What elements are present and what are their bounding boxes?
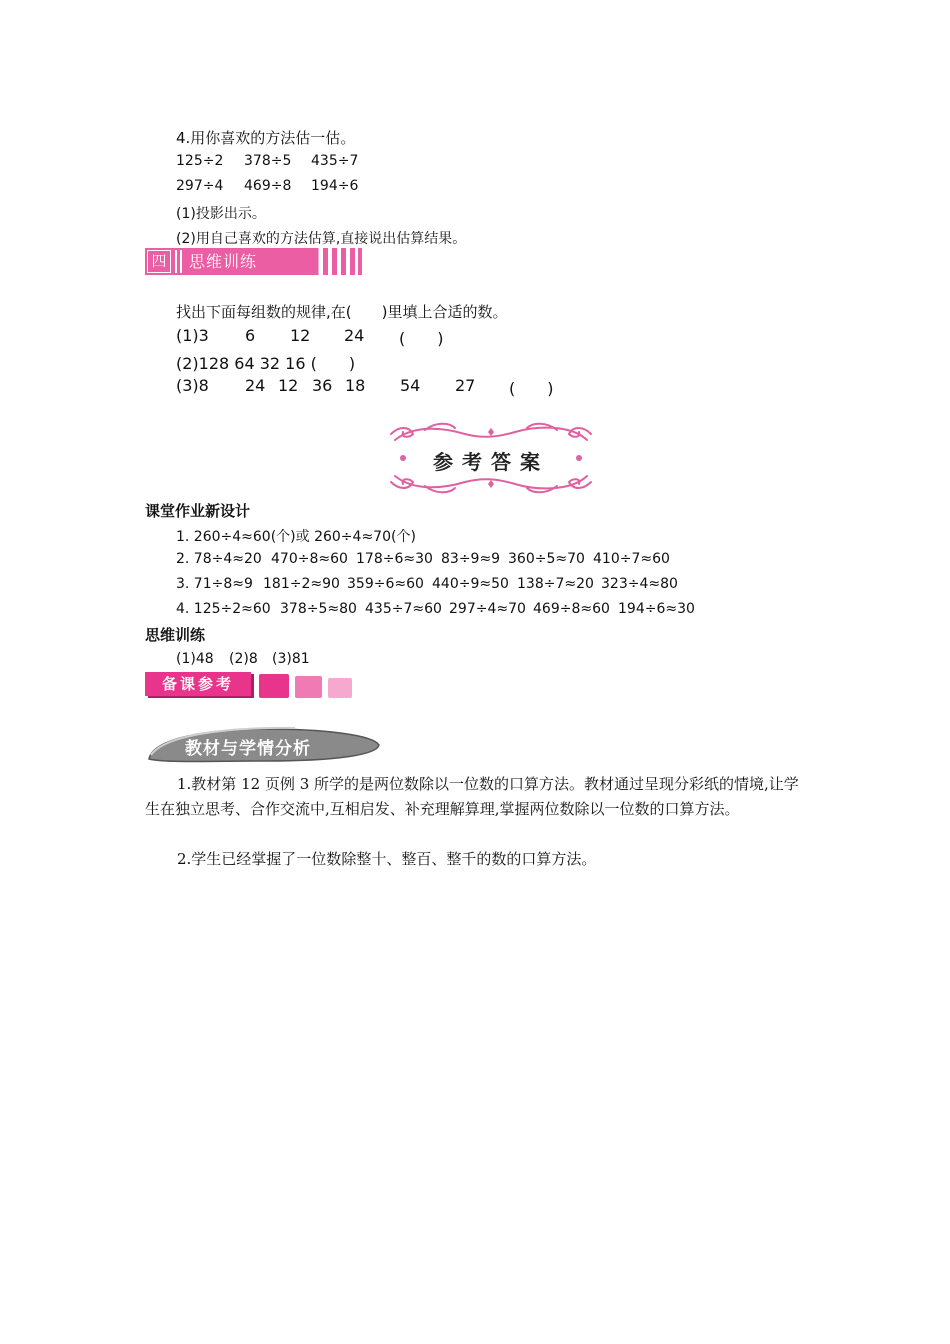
expr: 323÷4≈80 (601, 576, 678, 592)
analysis-title: 教材与学情分析 (185, 739, 311, 759)
estimate-heading: 4.用你喜欢的方法估一估。 (176, 129, 356, 147)
banner-stripe (350, 248, 355, 275)
expr: 4. 125÷2≈60 (176, 601, 271, 617)
expr: 181÷2≈90 (263, 576, 340, 592)
number: (3)8 (176, 376, 209, 395)
answer-blank: ( ) (509, 379, 554, 398)
analysis-heading (145, 725, 382, 765)
banner-divider (175, 250, 177, 273)
number: 27 (455, 376, 476, 395)
answer-value: (3)81 (272, 651, 310, 667)
number: 24 (245, 376, 266, 395)
expr: 2. 78÷4≈20 (176, 551, 262, 567)
number: 24 (344, 326, 365, 345)
expr: 3. 71÷8≈9 (176, 576, 253, 592)
expr: 470÷8≈60 (271, 551, 348, 567)
analysis-paragraph-2: 2.学生已经掌握了一位数除整十、整百、整千的数的口算方法。 (177, 850, 597, 868)
expr: 83÷9≈9 (441, 551, 501, 567)
expr: 378÷5 (244, 153, 292, 169)
expr: 138÷7≈20 (517, 576, 594, 592)
expr: 178÷6≈30 (356, 551, 433, 567)
estimate-step-2: (2)用自己喜欢的方法估算,直接说出估算结果。 (176, 231, 467, 247)
expr: 435÷7 (311, 153, 359, 169)
pattern-q1 (176, 326, 476, 348)
homework-answer-1: 1. 260÷4≈60(个)或 260÷4≈70(个) (176, 529, 416, 545)
expr: 194÷6≈30 (618, 601, 695, 617)
pink-square-icon (328, 678, 352, 698)
expr: 194÷6 (311, 178, 359, 194)
expr: 125÷2 (176, 153, 224, 169)
homework-answer-2 (176, 551, 736, 571)
estimate-step-1: (1)投影出示。 (176, 206, 266, 222)
answer-value: (2)8 (229, 651, 258, 667)
pink-square-icon (259, 674, 289, 698)
number: 12 (290, 326, 311, 345)
expr: 297÷4≈70 (449, 601, 526, 617)
number: 54 (400, 376, 421, 395)
number: 6 (245, 326, 256, 345)
homework-answer-4 (176, 601, 736, 621)
expr: 469÷8≈60 (533, 601, 610, 617)
pattern-q3 (176, 376, 576, 398)
prep-reference-banner (145, 672, 355, 698)
homework-title: 课堂作业新设计 (145, 502, 251, 520)
answer-title: 参考答案 (433, 450, 549, 474)
number: 18 (345, 376, 366, 395)
answer-blank: ( ) (399, 329, 444, 348)
analysis-paragraph-1: 1.教材第 12 页例 3 所学的是两位数除以一位数的口算方法。教材通过呈现分彩纸的情境,让学生在独立思考、合作交流中,互相启发、补充理解算理,掌握两位数除以一位数的口算方法。 (145, 775, 799, 818)
number: (1)3 (176, 326, 209, 345)
expr: 469÷8 (244, 178, 292, 194)
thinking-answers-title: 思维训练 (145, 626, 206, 644)
banner-number: 四 (147, 250, 171, 273)
number: 12 (278, 376, 299, 395)
thinking-answers (176, 651, 376, 671)
expr: 360÷5≈70 (508, 551, 585, 567)
homework-answer-3 (176, 576, 736, 596)
expr: 359÷6≈60 (347, 576, 424, 592)
number: 36 (312, 376, 333, 395)
answer-value: (1)48 (176, 651, 214, 667)
expr: 410÷7≈60 (593, 551, 670, 567)
banner-divider (180, 250, 182, 273)
banner-label: 思维训练 (189, 252, 258, 271)
banner-stripe (323, 248, 328, 275)
expr: 378÷5≈80 (280, 601, 357, 617)
expr: 297÷4 (176, 178, 224, 194)
pattern-q2: (2)128 64 32 16 ( ) (176, 354, 356, 373)
answer-ornament (385, 418, 597, 498)
banner-stripe (358, 248, 362, 275)
pattern-instruction: 找出下面每组数的规律,在( )里填上合适的数。 (176, 303, 508, 321)
thinking-training-banner (145, 248, 362, 275)
prep-reference-label: 备课参考 (145, 672, 251, 696)
banner-stripe (332, 248, 337, 275)
pink-square-icon (295, 676, 322, 698)
expr: 435÷7≈60 (365, 601, 442, 617)
expr: 440÷9≈50 (432, 576, 509, 592)
banner-stripe (341, 248, 346, 275)
